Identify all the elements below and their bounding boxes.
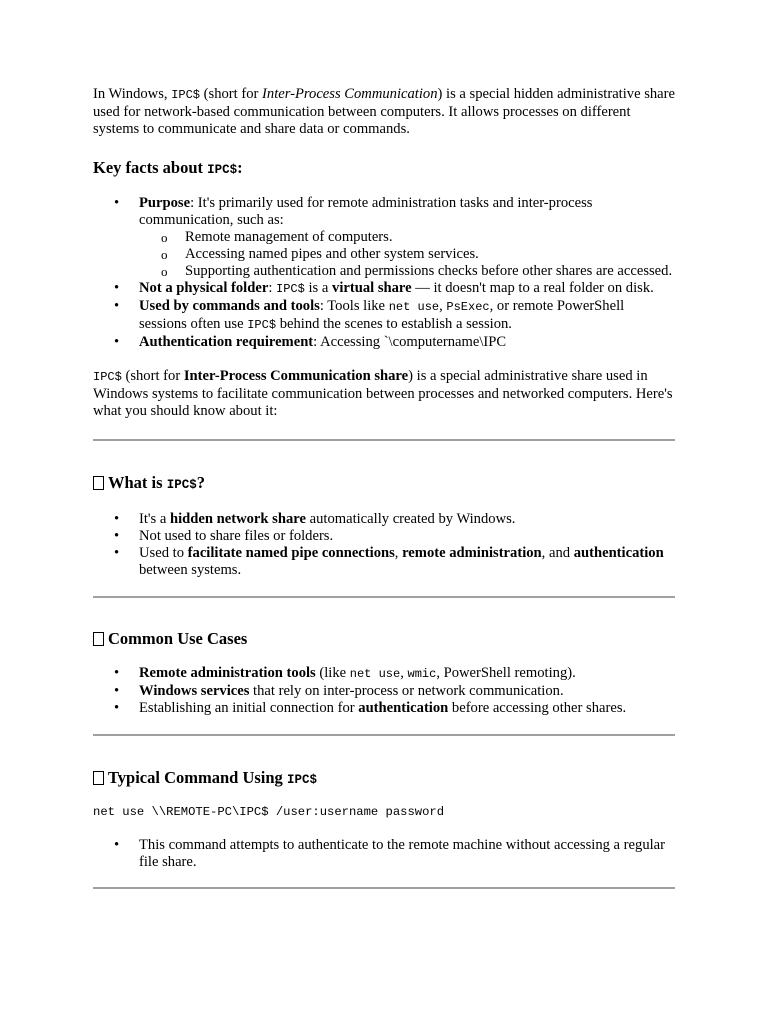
heading-code: IPC$: [166, 478, 197, 492]
inline-code: IPC$: [247, 318, 277, 332]
item-text: , or remote PowerShell sessions often use: [139, 298, 625, 332]
list-item: • Not used to share files or folders.: [93, 528, 675, 545]
item-text: ,: [400, 665, 408, 681]
intro-paragraph: [93, 86, 675, 138]
heading-code: IPC$: [286, 773, 317, 787]
heading-text: :: [237, 158, 243, 177]
key-facts-list: [93, 195, 675, 351]
inline-code: wmic: [407, 667, 437, 681]
second-paragraph: [93, 368, 675, 420]
list-item-purpose: [93, 195, 675, 280]
item-text: between systems.: [139, 562, 242, 578]
sublist-item: o Remote management of computers.: [139, 229, 675, 246]
item-text: ,: [439, 298, 447, 314]
missing-glyph-icon: [93, 771, 104, 785]
command-code-block: net use \\REMOTE-PC\IPC$ /user:username password: [93, 805, 445, 819]
item-text: It's a: [139, 511, 170, 527]
inline-code: IPC$: [93, 370, 122, 384]
document-page: [93, 86, 675, 889]
item-bold: Remote administration tools: [139, 665, 316, 681]
item-text: — it doesn't map to a real folder on disk.: [411, 280, 654, 296]
para-bold: Inter-Process Communication share: [183, 368, 409, 384]
use-cases-heading: [93, 629, 675, 649]
item-bold: authentication: [358, 700, 449, 716]
item-bold: virtual share: [332, 280, 412, 296]
inline-code: net use: [388, 300, 440, 314]
purpose-sublist: [139, 229, 675, 280]
list-item-physical: [93, 280, 675, 298]
sublist-item: o Supporting authentication and permissions checks before other shares are accessed.: [139, 263, 675, 280]
list-item: [93, 511, 675, 528]
key-facts-heading: [93, 158, 675, 180]
item-label: Used by commands and tools: [139, 298, 320, 314]
item-label: Not a physical folder: [139, 280, 269, 296]
item-text: automatically created by Windows.: [305, 511, 516, 527]
divider: [93, 887, 675, 889]
use-cases-list: [93, 665, 675, 717]
list-item: • This command attempts to authenticate to the remote machine without accessing a regular file share.: [93, 837, 675, 871]
what-is-heading: [93, 473, 675, 495]
item-text: is a: [304, 280, 333, 296]
item-bold: Windows services: [139, 683, 250, 699]
heading-text: Typical Command Using: [108, 768, 287, 787]
divider: [93, 596, 675, 598]
heading-text: What is: [108, 473, 167, 492]
sublist-item: o Accessing named pipes and other system services.: [139, 246, 675, 263]
item-text: that rely on inter-process or network communication.: [249, 683, 564, 699]
list-item-auth: [93, 334, 675, 351]
item-text: before accessing other shares.: [448, 700, 627, 716]
divider: [93, 734, 675, 736]
list-item: [93, 665, 675, 683]
item-label: Authentication requirement: [139, 334, 314, 350]
list-item-commands: [93, 298, 675, 334]
intro-text: In Windows,: [93, 86, 172, 102]
inline-code: IPC$: [276, 282, 305, 296]
item-bold: hidden network share: [170, 511, 306, 527]
heading-text: ?: [196, 473, 205, 492]
intro-italic: Inter-Process Communication: [262, 86, 438, 102]
item-text: : Accessing `\computername\IPC: [313, 334, 507, 350]
item-text: : Tools like: [319, 298, 389, 314]
list-item: [93, 545, 675, 579]
heading-text: Key facts about: [93, 158, 208, 177]
para-text: (short for: [121, 368, 184, 384]
item-text: behind the scenes to establish a session.: [276, 316, 512, 332]
item-bold: authentication: [573, 545, 664, 561]
inline-code: IPC$: [171, 88, 201, 102]
list-item: [93, 683, 675, 700]
item-text: , and: [541, 545, 574, 561]
missing-glyph-icon: [93, 476, 104, 490]
heading-code: IPC$: [207, 163, 238, 177]
item-bold: remote administration: [402, 545, 542, 561]
item-text: : It's primarily used for remote administration tasks and inter-process communication, such as:: [139, 195, 593, 228]
typical-command-heading: [93, 768, 675, 790]
para-text: ) is a special administrative share used in Windows systems to facilitate communication between processes and networked computers. Here's what you should know about it:: [93, 368, 673, 419]
item-text: (like: [315, 665, 350, 681]
heading-text: Common Use Cases: [108, 629, 248, 648]
what-is-list: [93, 511, 675, 579]
item-text: :: [268, 280, 277, 296]
intro-text: (short for: [200, 86, 263, 102]
inline-code: PsExec: [446, 300, 490, 314]
intro-text: ) is a special hidden administrative share used for network-based communication between computers. It allows processes on different systems to communicate and share data or commands.: [93, 86, 675, 137]
item-text: Establishing an initial connection for: [139, 700, 359, 716]
item-label: Purpose: [139, 195, 191, 211]
typical-command-list: [93, 837, 675, 871]
item-bold: facilitate named pipe connections: [187, 545, 395, 561]
item-text: , PowerShell remoting).: [436, 665, 576, 681]
missing-glyph-icon: [93, 632, 104, 646]
list-item: [93, 700, 675, 717]
divider: [93, 439, 675, 441]
inline-code: net use: [349, 667, 401, 681]
item-text: Used to: [139, 545, 188, 561]
item-text: ,: [394, 545, 403, 561]
